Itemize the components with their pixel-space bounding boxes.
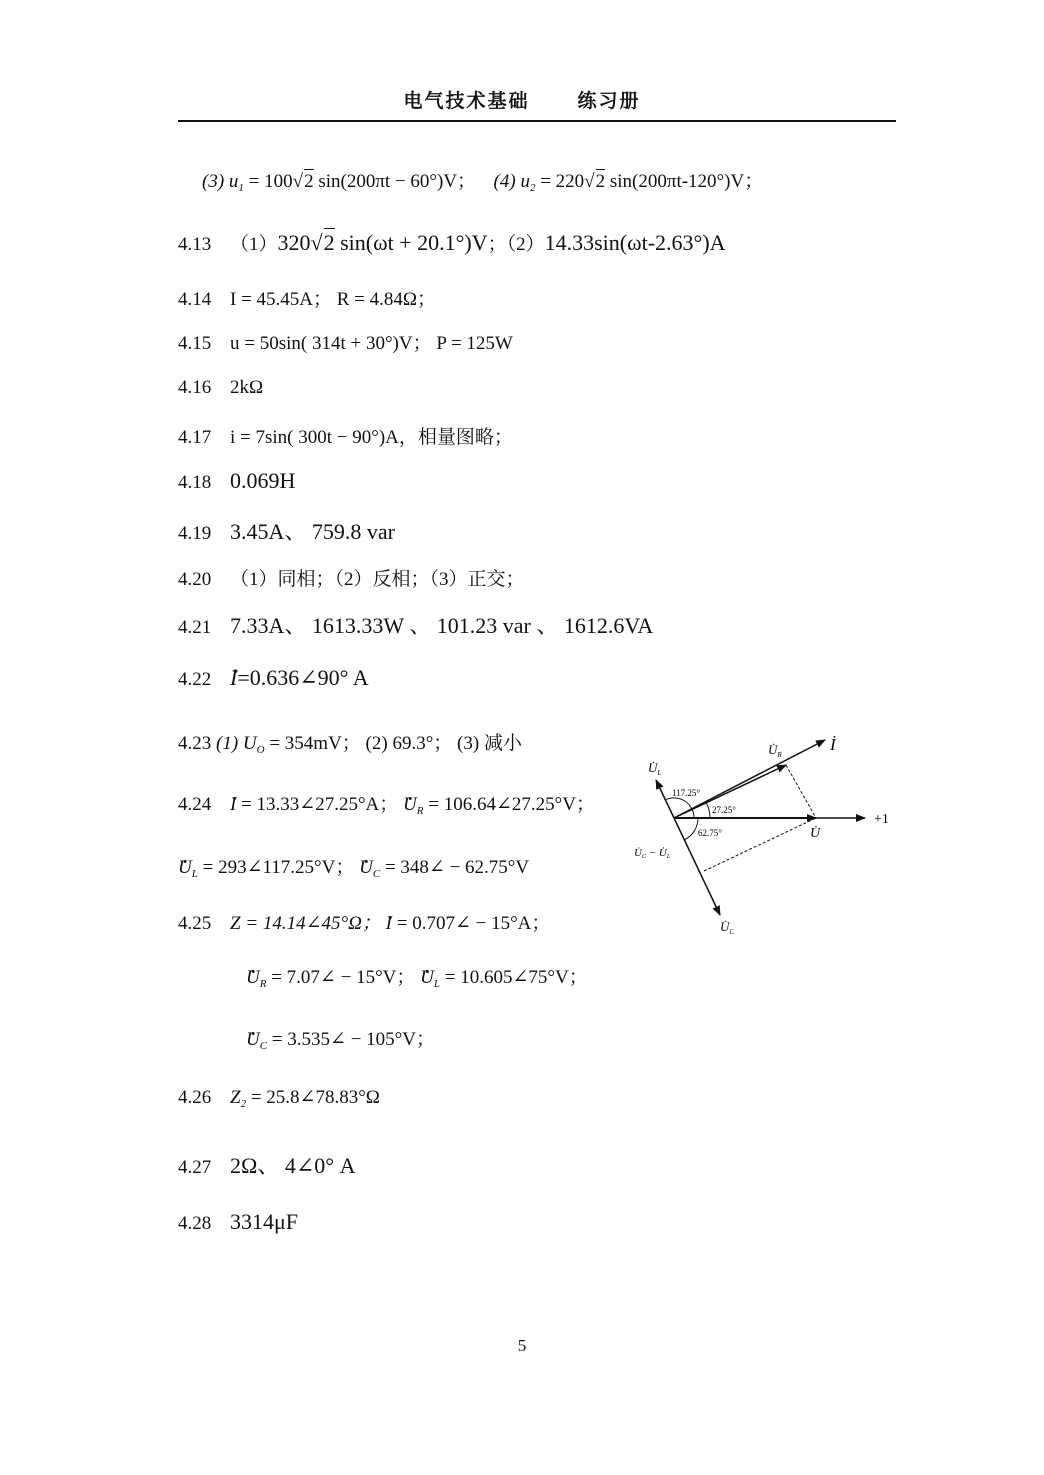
answer-4-15: 4.15 u = 50sin( 314t + 30°)V； P = 125W bbox=[178, 333, 513, 354]
angle-label-117: 117.25° bbox=[672, 788, 701, 798]
angle-label-62: 62.75° bbox=[698, 828, 722, 838]
answer-line-4-12-cont: (3) $u_1 = 100√2$ sin(200πt − 60°)V； (4) $u_2 = 220√2$ sin(200πt-120°)V； bbox=[202, 171, 764, 194]
answer-4-26: 4.26 $Z_2$ = 25.8∠78.83°Ω bbox=[178, 1087, 380, 1110]
header-title: 电气技术基础 bbox=[403, 90, 530, 112]
header-subtitle: 练习册 bbox=[577, 90, 641, 112]
header-rule bbox=[178, 120, 896, 122]
running-header bbox=[0, 86, 1044, 113]
label-diff: U̇C − U̇L bbox=[634, 847, 671, 860]
answer-4-25-cont1: U $._R$ = 7.07∠ − 15°V； U $._L$ = 10.605∠75°V； bbox=[246, 962, 588, 990]
answer-4-14: 4.14 I = 45.45A； R = 4.84Ω； bbox=[178, 289, 437, 310]
dashed-diff-to-u bbox=[704, 818, 816, 871]
dashed-ur-to-u bbox=[786, 765, 816, 818]
answer-4-23: 4.23 (1) $U_O = 354mV$； (2) 69.3°； (3) 减小 bbox=[178, 733, 522, 756]
answer-4-24-cont: U $._L$ = 293∠117.25°V； U $._C$ = 348∠ − 62.75°V bbox=[178, 852, 529, 880]
answer-4-13: 4.13 （1）320√2 sin(ωt + 20.1°)V；（2）14.33sin(ωt-2.63°)A bbox=[178, 230, 726, 255]
answer-4-22: 4.22 I .=0.636∠90° A bbox=[178, 665, 369, 691]
arc-62 bbox=[684, 818, 698, 840]
answer-4-25-cont2: U $._C$ = 3.535∠ − 105°V； bbox=[246, 1024, 435, 1052]
label-i: İ bbox=[830, 735, 836, 754]
page-number: 5 bbox=[517, 1336, 527, 1355]
answer-4-17: 4.17 i = 7sin( 300t − 90°)A，相量图略； bbox=[178, 427, 513, 448]
answer-4-25: 4.25 Z = 14.14∠45°Ω； I . = 0.707∠ − 15°A； bbox=[178, 908, 550, 935]
answer-4-24: 4.24 I . = 13.33∠27.25°A； U $._R$ = 106.64∠27.25°V； bbox=[178, 789, 595, 817]
answer-4-28: 4.28 3314μF bbox=[178, 1209, 299, 1234]
answer-4-19: 4.19 3.45A、 759.8 var bbox=[178, 519, 395, 544]
label-ul: $U̇_L$ bbox=[648, 760, 662, 777]
answer-4-27: 4.27 2Ω、 4∠0° A bbox=[178, 1153, 356, 1178]
label-uc: $U̇_C$ bbox=[720, 919, 735, 936]
answer-4-16: 4.16 2kΩ bbox=[178, 377, 264, 398]
label-ur: $U̇_R$ bbox=[768, 742, 782, 759]
phasor-diagram bbox=[620, 720, 910, 950]
label-u: U̇ bbox=[810, 826, 821, 841]
label-plus1: +1 bbox=[874, 812, 889, 827]
arc-27 bbox=[706, 802, 710, 818]
answer-4-21: 4.21 7.33A、 1613.33W 、 101.23 var 、 1612.6VA bbox=[178, 613, 654, 638]
phasor-ul bbox=[656, 780, 674, 818]
answer-4-18: 4.18 0.069H bbox=[178, 468, 296, 493]
angle-label-27: 27.25° bbox=[712, 805, 736, 815]
answer-4-20: 4.20 （1）同相；（2）反相；（3）正交； bbox=[178, 569, 525, 590]
phasor-i bbox=[674, 740, 825, 818]
